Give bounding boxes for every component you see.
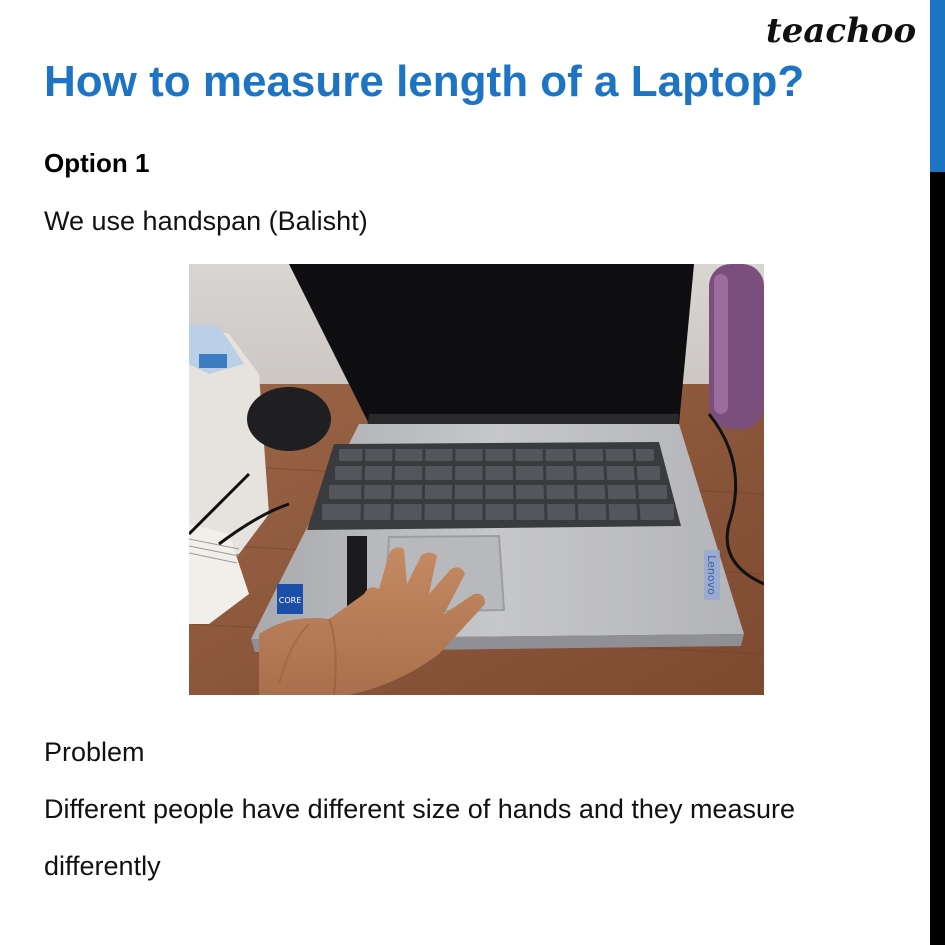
computer-mouse bbox=[247, 387, 331, 451]
right-edge-accent bbox=[930, 0, 945, 172]
core-sticker-text: CORE bbox=[278, 596, 302, 605]
handspan-text: We use handspan (Balisht) bbox=[44, 206, 368, 236]
option-heading: Option 1 bbox=[44, 148, 150, 178]
lenovo-brand-text: Lenovo bbox=[705, 555, 718, 595]
problem-line-2: differently bbox=[44, 851, 161, 881]
problem-line-1: Different people have different size of hands and they measure bbox=[44, 794, 795, 824]
problem-label: Problem bbox=[44, 737, 145, 767]
teachoo-logo: teachoo bbox=[766, 11, 917, 51]
laptop-handspan-photo bbox=[189, 264, 764, 695]
slide-title: How to measure length of a Laptop? bbox=[44, 57, 805, 106]
laptop-photo-illustration bbox=[189, 264, 764, 695]
